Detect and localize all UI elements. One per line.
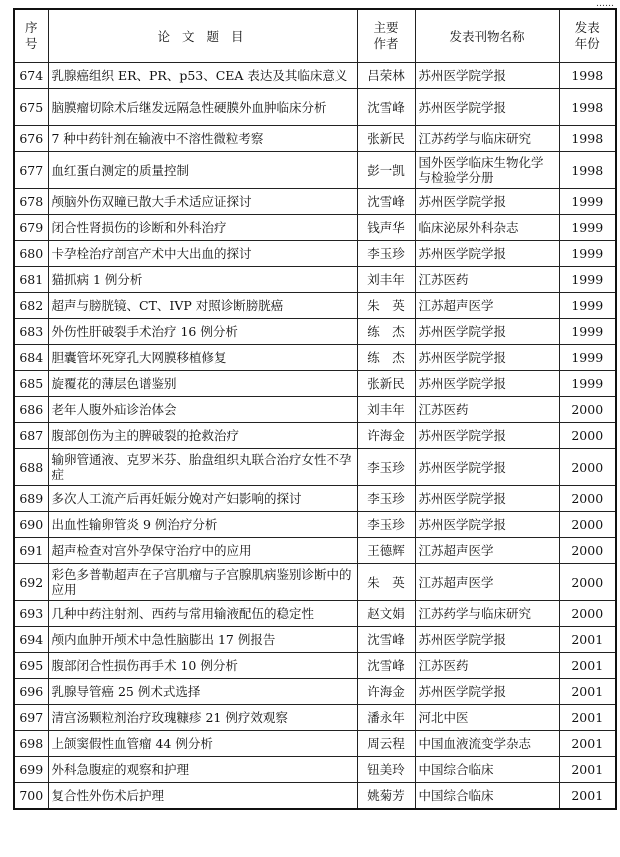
row-journal: 苏州医学院学报 <box>415 486 559 512</box>
row-title: 超声与膀胱镜、CT、IVP 对照诊断膀胱癌 <box>48 293 357 319</box>
table-row <box>14 679 616 705</box>
row-author: 钱声华 <box>357 215 415 241</box>
table-row <box>14 267 616 293</box>
row-year: 2000 <box>559 601 616 627</box>
row-year: 2001 <box>559 653 616 679</box>
row-title: 脑膜瘤切除术后继发远隔急性硬膜外血肿临床分析 <box>48 89 357 126</box>
row-number: 690 <box>14 512 48 538</box>
row-journal: 中国血液流变学杂志 <box>415 731 559 757</box>
row-number: 677 <box>14 152 48 189</box>
header-author: 主要作者 <box>357 9 415 63</box>
row-number: 686 <box>14 397 48 423</box>
table-row <box>14 486 616 512</box>
row-year: 2000 <box>559 449 616 486</box>
row-number: 684 <box>14 345 48 371</box>
row-author: 刘丰年 <box>357 267 415 293</box>
row-title: 颅内血肿开颅术中急性脑膨出 17 例报告 <box>48 627 357 653</box>
row-journal: 临床泌尿外科杂志 <box>415 215 559 241</box>
row-number: 676 <box>14 126 48 152</box>
row-year: 1999 <box>559 293 616 319</box>
row-title: 胆囊管坏死穿孔大网膜移植修复 <box>48 345 357 371</box>
header-no: 序号 <box>14 9 48 63</box>
row-title: 7 种中药针剂在输液中不溶性微粒考察 <box>48 126 357 152</box>
row-number: 694 <box>14 627 48 653</box>
header-journal: 发表刊物名称 <box>415 9 559 63</box>
row-number: 689 <box>14 486 48 512</box>
row-journal: 苏州医学院学报 <box>415 189 559 215</box>
row-author: 李玉珍 <box>357 512 415 538</box>
row-year: 2001 <box>559 731 616 757</box>
row-author: 沈雪峰 <box>357 627 415 653</box>
row-title: 彩色多普勒超声在子宫肌瘤与子宫腺肌病鉴别诊断中的应用 <box>48 564 357 601</box>
row-author: 练 杰 <box>357 345 415 371</box>
row-year: 2000 <box>559 397 616 423</box>
row-title: 输卵管通液、克罗米芬、胎盘组织丸联合治疗女性不孕症 <box>48 449 357 486</box>
row-number: 685 <box>14 371 48 397</box>
row-year: 1999 <box>559 241 616 267</box>
row-year: 2001 <box>559 757 616 783</box>
row-title: 血红蛋白测定的质量控制 <box>48 152 357 189</box>
table-row <box>14 627 616 653</box>
row-author: 沈雪峰 <box>357 653 415 679</box>
row-title: 出血性输卵管炎 9 例治疗分析 <box>48 512 357 538</box>
row-journal: 苏州医学院学报 <box>415 371 559 397</box>
row-author: 张新民 <box>357 371 415 397</box>
row-number: 695 <box>14 653 48 679</box>
row-author: 朱 英 <box>357 564 415 601</box>
row-title: 外伤性肝破裂手术治疗 16 例分析 <box>48 319 357 345</box>
table-row <box>14 189 616 215</box>
row-title: 多次人工流产后再妊娠分娩对产妇影响的探讨 <box>48 486 357 512</box>
row-journal: 苏州医学院学报 <box>415 345 559 371</box>
row-author: 周云程 <box>357 731 415 757</box>
row-year: 1999 <box>559 319 616 345</box>
row-year: 1998 <box>559 63 616 89</box>
row-author: 许海金 <box>357 423 415 449</box>
row-author: 刘丰年 <box>357 397 415 423</box>
row-number: 697 <box>14 705 48 731</box>
table-header-row <box>14 9 616 63</box>
row-journal: 江苏超声医学 <box>415 564 559 601</box>
table-row <box>14 653 616 679</box>
row-number: 678 <box>14 189 48 215</box>
row-number: 698 <box>14 731 48 757</box>
table-row <box>14 215 616 241</box>
row-number: 688 <box>14 449 48 486</box>
table-row <box>14 538 616 564</box>
table-row <box>14 601 616 627</box>
table-row <box>14 89 616 126</box>
table-body <box>14 63 616 810</box>
row-number: 687 <box>14 423 48 449</box>
row-title: 闭合性肾损伤的诊断和外科治疗 <box>48 215 357 241</box>
row-number: 683 <box>14 319 48 345</box>
row-journal: 中国综合临床 <box>415 783 559 810</box>
row-journal: 苏州医学院学报 <box>415 679 559 705</box>
row-author: 钮美玲 <box>357 757 415 783</box>
row-author: 朱 英 <box>357 293 415 319</box>
row-journal: 苏州医学院学报 <box>415 89 559 126</box>
row-author: 李玉珍 <box>357 241 415 267</box>
papers-table <box>13 8 617 810</box>
table-row <box>14 241 616 267</box>
row-year: 2001 <box>559 783 616 810</box>
table-row <box>14 783 616 810</box>
row-journal: 江苏医药 <box>415 267 559 293</box>
row-number: 696 <box>14 679 48 705</box>
row-title: 猫抓病 1 例分析 <box>48 267 357 293</box>
row-journal: 苏州医学院学报 <box>415 241 559 267</box>
row-title: 腹部闭合性损伤再手术 10 例分析 <box>48 653 357 679</box>
row-author: 吕荣林 <box>357 63 415 89</box>
row-author: 赵文娟 <box>357 601 415 627</box>
row-title: 几种中药注射剂、西药与常用输液配伍的稳定性 <box>48 601 357 627</box>
row-author: 王德辉 <box>357 538 415 564</box>
row-number: 681 <box>14 267 48 293</box>
row-journal: 苏州医学院学报 <box>415 63 559 89</box>
row-year: 2000 <box>559 512 616 538</box>
table-row <box>14 564 616 601</box>
row-year: 1998 <box>559 126 616 152</box>
table-row <box>14 731 616 757</box>
row-number: 679 <box>14 215 48 241</box>
row-year: 2000 <box>559 564 616 601</box>
row-journal: 江苏超声医学 <box>415 538 559 564</box>
row-number: 691 <box>14 538 48 564</box>
table-row <box>14 152 616 189</box>
row-journal: 河北中医 <box>415 705 559 731</box>
row-year: 1998 <box>559 89 616 126</box>
row-year: 1999 <box>559 267 616 293</box>
row-author: 姚菊芳 <box>357 783 415 810</box>
row-title: 外科急腹症的观察和护理 <box>48 757 357 783</box>
row-author: 李玉珍 <box>357 449 415 486</box>
table-row <box>14 423 616 449</box>
row-journal: 国外医学临床生物化学与检验学分册 <box>415 152 559 189</box>
row-title: 腹部创伤为主的脾破裂的抢救治疗 <box>48 423 357 449</box>
row-journal: 江苏药学与临床研究 <box>415 126 559 152</box>
row-number: 692 <box>14 564 48 601</box>
row-number: 674 <box>14 63 48 89</box>
row-title: 超声检查对宫外孕保守治疗中的应用 <box>48 538 357 564</box>
row-year: 1999 <box>559 215 616 241</box>
row-title: 清宫汤颗粒剂治疗玫瑰糠疹 21 例疗效观察 <box>48 705 357 731</box>
row-year: 2000 <box>559 423 616 449</box>
row-author: 沈雪峰 <box>357 89 415 126</box>
table-row <box>14 371 616 397</box>
table-row <box>14 397 616 423</box>
row-author: 潘永年 <box>357 705 415 731</box>
row-title: 旋覆花的薄层色谱鉴别 <box>48 371 357 397</box>
row-year: 1998 <box>559 152 616 189</box>
header-year: 发表年份 <box>559 9 616 63</box>
row-year: 2001 <box>559 679 616 705</box>
row-journal: 苏州医学院学报 <box>415 319 559 345</box>
row-number: 675 <box>14 89 48 126</box>
row-title: 上颌窦假性血管瘤 44 例分析 <box>48 731 357 757</box>
table-row <box>14 126 616 152</box>
row-title: 颅脑外伤双瞳已散大手术适应证探讨 <box>48 189 357 215</box>
table-row <box>14 293 616 319</box>
table-row <box>14 345 616 371</box>
table-row <box>14 319 616 345</box>
row-journal: 江苏超声医学 <box>415 293 559 319</box>
row-year: 1999 <box>559 189 616 215</box>
row-author: 李玉珍 <box>357 486 415 512</box>
table-row <box>14 757 616 783</box>
row-title: 老年人腹外疝诊治体会 <box>48 397 357 423</box>
row-year: 2000 <box>559 538 616 564</box>
header-title: 论 文 题 目 <box>48 9 357 63</box>
row-year: 2000 <box>559 486 616 512</box>
row-journal: 江苏医药 <box>415 653 559 679</box>
row-journal: 苏州医学院学报 <box>415 423 559 449</box>
table-row <box>14 63 616 89</box>
row-author: 彭一凯 <box>357 152 415 189</box>
row-title: 乳腺癌组织 ER、PR、p53、CEA 表达及其临床意义 <box>48 63 357 89</box>
page-corner-mark: …… <box>596 0 614 9</box>
row-title: 复合性外伤术后护理 <box>48 783 357 810</box>
table-row <box>14 512 616 538</box>
table-row <box>14 705 616 731</box>
row-number: 699 <box>14 757 48 783</box>
row-journal: 江苏药学与临床研究 <box>415 601 559 627</box>
row-number: 682 <box>14 293 48 319</box>
row-number: 700 <box>14 783 48 810</box>
row-author: 张新民 <box>357 126 415 152</box>
row-author: 许海金 <box>357 679 415 705</box>
row-year: 1999 <box>559 371 616 397</box>
row-journal: 苏州医学院学报 <box>415 512 559 538</box>
row-number: 680 <box>14 241 48 267</box>
row-journal: 苏州医学院学报 <box>415 449 559 486</box>
row-title: 乳腺导管癌 25 例术式选择 <box>48 679 357 705</box>
row-journal: 苏州医学院学报 <box>415 627 559 653</box>
table-row <box>14 449 616 486</box>
row-year: 2001 <box>559 627 616 653</box>
row-title: 卡孕栓治疗剖宫产术中大出血的探讨 <box>48 241 357 267</box>
row-journal: 江苏医药 <box>415 397 559 423</box>
row-number: 693 <box>14 601 48 627</box>
row-year: 2001 <box>559 705 616 731</box>
row-author: 沈雪峰 <box>357 189 415 215</box>
row-journal: 中国综合临床 <box>415 757 559 783</box>
row-author: 练 杰 <box>357 319 415 345</box>
row-year: 1999 <box>559 345 616 371</box>
